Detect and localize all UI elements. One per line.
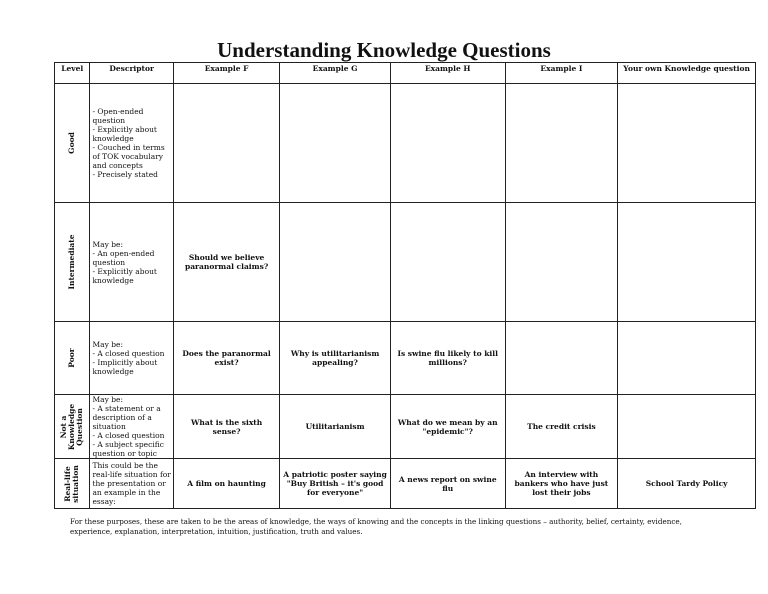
example-g-cell: A patriotic poster saying "Buy British – it's good for everyone" [280,459,391,509]
example-h-cell: What do we mean by an "epidemic"? [390,395,505,459]
table-row [55,84,756,203]
descriptor-line: - A closed question [92,349,165,358]
descriptor-line: - A statement or a description of a situation [92,404,161,431]
descriptor-cell [90,395,173,459]
example-f-cell: Should we believe paranormal claims? [173,203,279,322]
header-example-g: Example G [280,63,391,84]
descriptor-line: - Precisely stated [92,170,158,179]
descriptor-line: - Explicitly about knowledge [92,125,157,143]
descriptor-line: - Implicitly about knowledge [92,358,158,376]
descriptor-line: May be: [92,239,123,249]
example-g-cell [280,203,391,322]
example-f-cell: A film on haunting [173,459,279,509]
descriptor-line: - Open-ended question [92,107,144,125]
descriptor-line: - A subject specific question or topic [92,440,164,458]
header-level: Level [55,63,90,84]
level-cell [55,322,90,395]
descriptor-cell [90,459,173,509]
example-i-cell: An interview with bankers who have just lost their jobs [505,459,618,509]
table-row [55,459,756,509]
example-f-cell: What is the sixth sense? [173,395,279,459]
example-f-cell [173,84,279,203]
header-example-i: Example I [505,63,618,84]
level-label: Not a Knowledge Question [59,403,85,450]
header-example-h: Example H [390,63,505,84]
example-i-cell [505,203,618,322]
example-i-cell [505,84,618,203]
example-h-cell: Is swine flu likely to kill millions? [390,322,505,395]
level-cell [55,203,90,322]
header-row [55,63,756,84]
example-g-cell [280,84,391,203]
example-h-cell [390,203,505,322]
footnote: For these purposes, these are taken to be the areas of knowledge, the ways of knowing and the concepts in the linking questions – authority, belief, certainty, evidence, experience, explanation, interpretation, intuition, justification, truth and values. [70,517,682,536]
table-row [55,322,756,395]
own-question-cell [618,203,756,322]
level-cell [55,395,90,459]
own-question-cell [618,84,756,203]
descriptor-cell [90,84,173,203]
example-g-cell: Utilitarianism [280,395,391,459]
example-i-cell: The credit crisis [505,395,618,459]
example-i-cell [505,322,618,395]
descriptor-line: May be: [92,395,123,404]
table-row [55,395,756,459]
descriptor-line: - Explicitly about knowledge [92,266,157,285]
table-row [55,203,756,322]
level-label: Poor [67,348,77,368]
header-example-f: Example F [173,63,279,84]
page-title: Understanding Knowledge Questions [217,38,551,62]
example-h-cell [390,84,505,203]
level-label: Intermediate [67,234,77,290]
header-own-question: Your own Knowledge question [618,63,756,84]
example-h-cell: A news report on swine flu [390,459,505,509]
own-question-cell [618,322,756,395]
level-label: Real-life situation [63,464,81,503]
descriptor-cell [90,322,173,395]
descriptor-line: - An open-ended question [92,248,155,267]
descriptor-cell [90,203,173,322]
descriptor-line: - Couched in terms of TOK vocabulary and concepts [92,143,165,170]
knowledge-questions-table [54,62,756,509]
descriptor-line: This could be the real-life situation for the presentation or an example in the essay: [92,461,171,506]
level-cell [55,459,90,509]
level-cell [55,84,90,203]
header-descriptor: Descriptor [90,63,173,84]
descriptor-line: May be: [92,340,123,349]
example-g-cell: Why is utilitarianism appealing? [280,322,391,395]
level-label: Good [67,132,77,154]
descriptor-line: - A closed question [92,431,165,440]
example-f-cell: Does the paranormal exist? [173,322,279,395]
own-question-cell: School Tardy Policy [618,459,756,509]
own-question-cell [618,395,756,459]
